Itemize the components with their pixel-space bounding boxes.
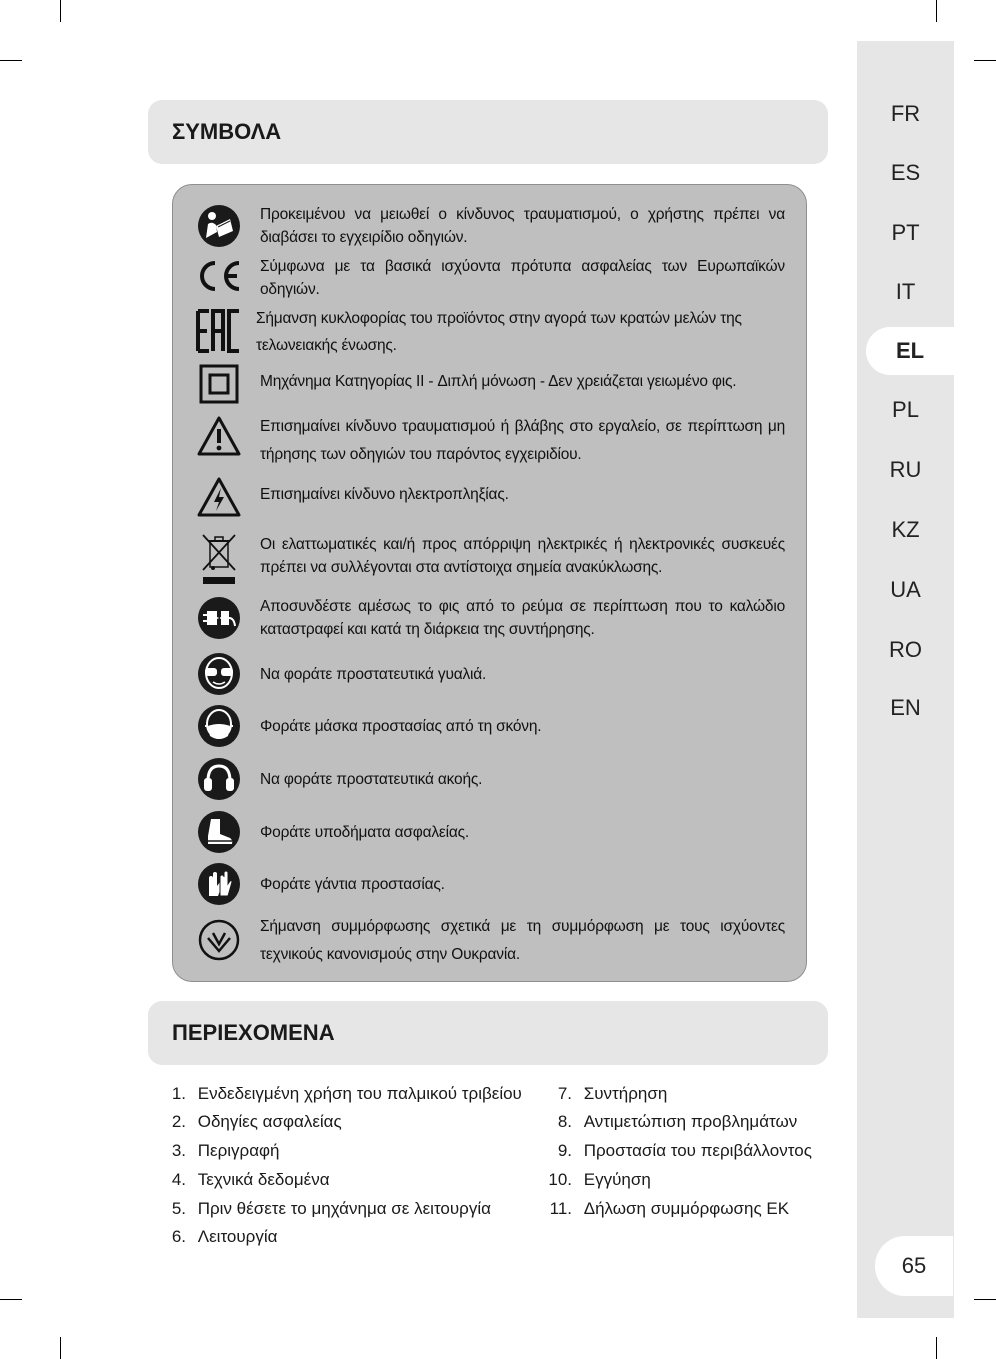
symbol-row	[173, 913, 806, 969]
ear-protection-icon	[195, 756, 243, 802]
symbol-row	[173, 861, 806, 907]
contents-item-label: Συντήρηση	[583, 1084, 668, 1103]
symbol-row	[173, 593, 806, 643]
contents-item-number: 10.	[548, 1170, 572, 1189]
unplug-icon	[195, 595, 243, 641]
contents-item-label: Λειτουργία	[197, 1227, 278, 1246]
symbol-row	[173, 363, 806, 405]
contents-item-number: 7.	[557, 1084, 572, 1103]
symbol-description: Φοράτε υποδήματα ασφαλείας.	[260, 824, 469, 841]
language-tab-kz[interactable]: KZ	[891, 517, 920, 542]
symbol-description: Φοράτε μάσκα προστασίας από τη σκόνη.	[260, 718, 542, 735]
symbol-description: Οι ελαττωματικές και/ή προς απόρριψη ηλεκτρικές ή ηλεκτρονικές συσκευές πρέπει να συλλέγονται στα αντίστοιχα σημεία ανακύκλωσης.	[260, 536, 785, 576]
symbol-row	[173, 253, 806, 301]
contents-item[interactable]	[170, 1199, 491, 1219]
symbol-description: Σήμανση συμμόρφωσης σχετικά με τη συμμόρφωση με τους ισχύοντες τεχνικούς κανονισμούς στην Ουκρανία.	[260, 918, 785, 963]
contents-item[interactable]	[170, 1141, 280, 1161]
symbol-row	[173, 809, 806, 855]
dust-mask-icon	[195, 703, 243, 749]
symbol-description: Φοράτε γάντια προστασίας.	[260, 876, 445, 893]
contents-item-number: 5.	[171, 1199, 186, 1218]
class-ii-double-insulation-icon	[195, 363, 243, 405]
contents-item[interactable]	[548, 1170, 651, 1190]
crop-mark	[0, 60, 22, 61]
symbols-section-header	[148, 100, 828, 164]
warning-triangle-icon	[195, 411, 243, 461]
language-sidebar	[857, 41, 954, 1318]
contents-item[interactable]	[548, 1199, 789, 1219]
symbol-row	[173, 411, 806, 467]
symbol-description: Σήμανση κυκλοφορίας του προϊόντος στην αγορά των κρατών μελών της τελωνειακής ένωσης.	[256, 310, 742, 354]
contents-item-label: Εγγύηση	[583, 1170, 651, 1189]
symbol-description: Επισημαίνει κίνδυνο ηλεκτροπληξίας.	[260, 486, 509, 503]
symbol-description: Αποσυνδέστε αμέσως το φις από το ρεύμα σε περίπτωση που το καλώδιο καταστραφεί και κατά τη διάρκεια της συντήρησης.	[260, 598, 785, 638]
contents-item-label: Δήλωση συμμόρφωσης ΕΚ	[583, 1199, 790, 1218]
contents-item-number: 9.	[557, 1141, 572, 1160]
contents-item-number: 11.	[549, 1199, 572, 1218]
symbol-description: Επισημαίνει κίνδυνο τραυματισμού ή βλάβης στο εργαλείο, σε περίπτωση μη τήρησης των οδηγιών του παρόντος εγχειριδίου.	[260, 418, 785, 463]
contents-item[interactable]	[548, 1112, 797, 1132]
language-tab-it[interactable]: IT	[895, 279, 916, 304]
symbol-row	[173, 651, 806, 697]
contents-item-number: 2.	[171, 1112, 186, 1131]
contents-item[interactable]	[548, 1141, 812, 1161]
contents-item[interactable]	[170, 1084, 522, 1104]
contents-item-number: 6.	[171, 1227, 186, 1246]
read-manual-icon	[195, 203, 243, 249]
language-tab-fr[interactable]: FR	[890, 101, 921, 126]
contents-item-label: Τεχνικά δεδομένα	[197, 1170, 330, 1189]
crop-mark	[936, 1337, 937, 1359]
symbol-row	[173, 529, 806, 587]
contents-section-title: ΠΕΡΙΕΧΟΜΕΝΑ	[172, 1020, 335, 1045]
crop-mark	[936, 0, 937, 22]
contents-item-number: 1.	[171, 1084, 186, 1103]
symbols-section-title: ΣΥΜΒΟΛΑ	[172, 119, 282, 144]
language-tab-ro[interactable]: RO	[889, 637, 922, 662]
electric-shock-warning-icon	[195, 475, 243, 519]
contents-item[interactable]	[170, 1227, 277, 1247]
language-tab-en[interactable]: EN	[890, 695, 921, 720]
contents-item-label: Πριν θέσετε το μηχάνημα σε λειτουργία	[197, 1199, 491, 1218]
language-tab-el-active[interactable]: EL	[866, 327, 954, 375]
contents-item[interactable]	[170, 1112, 342, 1132]
language-tab-pt[interactable]: PT	[891, 220, 920, 245]
language-tab-ru[interactable]: RU	[889, 457, 922, 482]
language-tab-ua[interactable]: UA	[890, 577, 921, 602]
page-number: 65	[875, 1236, 953, 1296]
symbol-description: Προκειμένου να μειωθεί ο κίνδυνος τραυματισμού, ο χρήστης πρέπει να διαβάσει το εγχειρίδιο οδηγιών.	[260, 206, 785, 246]
contents-item-label: Περιγραφή	[197, 1141, 280, 1160]
safety-boots-icon	[195, 809, 243, 855]
language-tab-es[interactable]: ES	[890, 160, 921, 185]
contents-section-header	[148, 1001, 828, 1065]
contents-item[interactable]	[548, 1084, 667, 1104]
eac-mark-icon	[195, 307, 243, 355]
contents-item-number: 8.	[557, 1112, 572, 1131]
contents-item-number: 3.	[171, 1141, 186, 1160]
symbol-description: Μηχάνημα Κατηγορίας II - Διπλή μόνωση - Δεν χρειάζεται γειωμένο φις.	[260, 373, 737, 390]
contents-item-label: Αντιμετώπιση προβλημάτων	[583, 1112, 798, 1131]
symbol-description: Να φοράτε προστατευτικά γυαλιά.	[260, 666, 487, 683]
symbol-row	[173, 756, 806, 802]
symbols-box	[172, 184, 807, 982]
protective-gloves-icon	[195, 861, 243, 907]
contents-item-label: Προστασία του περιβάλλοντος	[583, 1141, 812, 1160]
symbol-row	[173, 703, 806, 749]
symbol-row	[173, 303, 806, 359]
symbol-description: Σύμφωνα με τα βασικά ισχύοντα πρότυπα ασφαλείας των Ευρωπαϊκών οδηγιών.	[260, 258, 785, 298]
crop-mark	[0, 1299, 22, 1300]
contents-item[interactable]	[170, 1170, 330, 1190]
ce-mark-icon	[195, 255, 243, 297]
crop-mark	[974, 60, 996, 61]
crop-mark	[60, 0, 61, 22]
symbol-row	[173, 475, 806, 519]
contents-item-number: 4.	[171, 1170, 186, 1189]
symbol-description: Να φοράτε προστατευτικά ακοής.	[260, 771, 483, 788]
crop-mark	[974, 1299, 996, 1300]
symbol-row	[173, 201, 806, 251]
crop-mark	[60, 1337, 61, 1359]
crossed-out-bin-icon	[195, 529, 243, 587]
contents-item-label: Ενδεδειγμένη χρήση του παλμικού τριβείου	[197, 1084, 522, 1103]
ukrca-mark-icon	[195, 917, 243, 963]
safety-goggles-icon	[195, 651, 243, 697]
language-tab-pl[interactable]: PL	[892, 397, 919, 422]
contents-item-label: Οδηγίες ασφαλείας	[197, 1112, 342, 1131]
